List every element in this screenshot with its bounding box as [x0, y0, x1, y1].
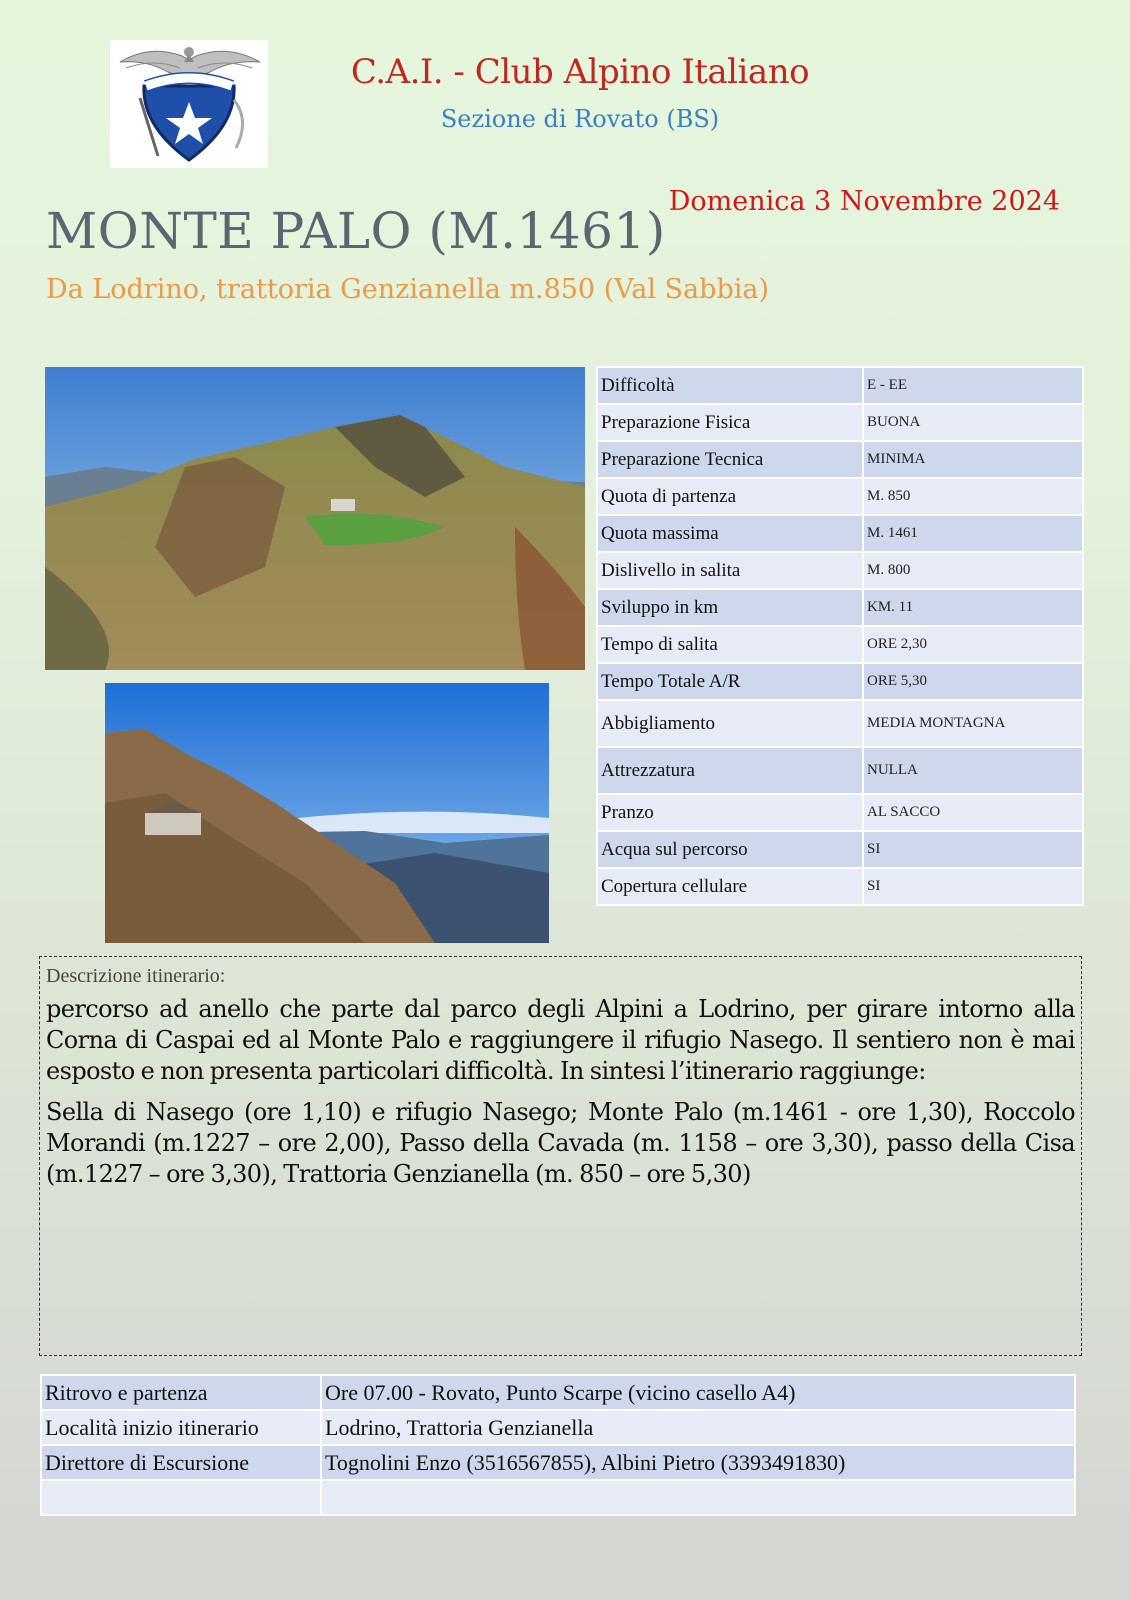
- info-value: M. 1461: [863, 515, 1083, 552]
- info-value: M. 850: [863, 478, 1083, 515]
- meeting-info-table: [40, 1374, 1076, 1516]
- event-date: Domenica 3 Novembre 2024: [668, 186, 1060, 217]
- info-value: ORE 2,30: [863, 626, 1083, 663]
- cai-eagle-shield-icon: [110, 40, 268, 168]
- meeting-label: Ritrovo e partenza: [41, 1375, 321, 1410]
- info-row: [597, 478, 1083, 515]
- info-row: [597, 515, 1083, 552]
- club-title: C.A.I. - Club Alpino Italiano: [350, 52, 810, 92]
- club-section: Sezione di Rovato (BS): [440, 105, 720, 133]
- info-label: Quota massima: [597, 515, 863, 552]
- info-row: [597, 663, 1083, 700]
- description-label: Descrizione itinerario:: [46, 965, 226, 987]
- info-row: [597, 868, 1083, 905]
- info-value: KM. 11: [863, 589, 1083, 626]
- info-row: [597, 626, 1083, 663]
- itinerary-description: [39, 956, 1082, 1356]
- info-row: [597, 831, 1083, 868]
- info-row: [597, 700, 1083, 747]
- page-title: MONTE PALO (M.1461): [46, 202, 666, 260]
- info-label: Preparazione Fisica: [597, 404, 863, 441]
- info-value: SI: [863, 868, 1083, 905]
- info-label: Quota di partenza: [597, 478, 863, 515]
- page-subtitle: Da Lodrino, trattoria Genzianella m.850 (Val Sabbia): [46, 274, 769, 305]
- info-label: Difficoltà: [597, 367, 863, 404]
- cai-logo: [110, 40, 268, 168]
- info-row: [597, 747, 1083, 794]
- meeting-label: Località inizio itinerario: [41, 1410, 321, 1445]
- info-label: Tempo Totale A/R: [597, 663, 863, 700]
- info-label: Tempo di salita: [597, 626, 863, 663]
- info-row: [597, 552, 1083, 589]
- info-value: MEDIA MONTAGNA: [863, 700, 1083, 747]
- info-row: [597, 441, 1083, 478]
- info-label: Attrezzatura: [597, 747, 863, 794]
- info-value: MINIMA: [863, 441, 1083, 478]
- info-value: BUONA: [863, 404, 1083, 441]
- meeting-label: [41, 1480, 321, 1515]
- info-row: [597, 589, 1083, 626]
- info-label: Sviluppo in km: [597, 589, 863, 626]
- info-value: SI: [863, 831, 1083, 868]
- meeting-row: [41, 1480, 1075, 1515]
- info-label: Acqua sul percorso: [597, 831, 863, 868]
- info-row: [597, 367, 1083, 404]
- info-value: ORE 5,30: [863, 663, 1083, 700]
- meeting-label: Direttore di Escursione: [41, 1445, 321, 1480]
- info-label: Abbigliamento: [597, 700, 863, 747]
- info-label: Pranzo: [597, 794, 863, 831]
- meeting-row: [41, 1445, 1075, 1480]
- meeting-value: [321, 1480, 1075, 1515]
- info-label: Dislivello in salita: [597, 552, 863, 589]
- info-value: E - EE: [863, 367, 1083, 404]
- meeting-value: Lodrino, Trattoria Genzianella: [321, 1410, 1075, 1445]
- meeting-value: Tognolini Enzo (3516567855), Albini Pietro (3393491830): [321, 1445, 1075, 1480]
- info-row: [597, 404, 1083, 441]
- meeting-row: [41, 1375, 1075, 1410]
- info-label: Preparazione Tecnica: [597, 441, 863, 478]
- info-label: Copertura cellulare: [597, 868, 863, 905]
- mountain-photo-1: [45, 367, 585, 670]
- description-paragraph: percorso ad anello che parte dal parco degli Alpini a Lodrino, per girare intorno alla Corna di Caspai ed al Monte Palo e raggiungere il rifugio Nasego. Il sentiero non è mai esposto e non presenta particolari difficoltà. In sintesi l’itinerario raggiunge:: [46, 995, 1075, 1085]
- mountain-photo-2: [105, 683, 549, 943]
- info-value: M. 800: [863, 552, 1083, 589]
- trip-info-table: [596, 366, 1084, 906]
- info-row: [597, 794, 1083, 831]
- meeting-row: [41, 1410, 1075, 1445]
- info-value: AL SACCO: [863, 794, 1083, 831]
- info-value: NULLA: [863, 747, 1083, 794]
- meeting-value: Ore 07.00 - Rovato, Punto Scarpe (vicino casello A4): [321, 1375, 1075, 1410]
- itinerary-stages: Sella di Nasego (ore 1,10) e rifugio Nasego; Monte Palo (m.1461 - ore 1,30), Roccolo Morandi (m.1227 – ore 2,00), Passo della Cavada (m. 1158 – ore 3,30), passo della Cisa (m.1227 – ore 3,30), Trattoria Genzianella (m. 850 – ore 5,30): [46, 1098, 1075, 1188]
